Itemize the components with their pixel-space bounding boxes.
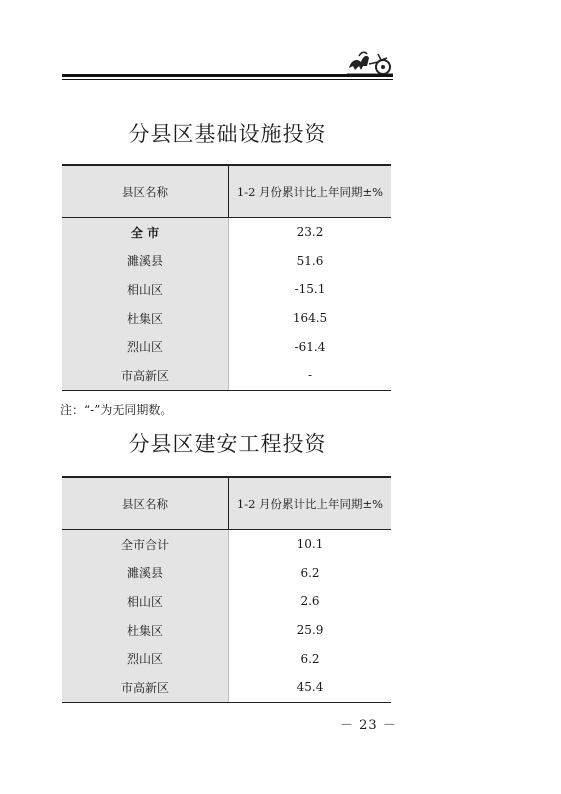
region-value: 10.1 (296, 537, 324, 552)
region-value: - (229, 361, 392, 390)
table2 (62, 476, 391, 703)
table-row (62, 275, 391, 304)
table-row (62, 530, 391, 559)
page-number: － 23 － (340, 718, 397, 733)
region-name: 市高新区 (62, 673, 229, 702)
region-value: -15.1 (294, 282, 326, 297)
region-name: 烈山区 (62, 644, 229, 673)
table-row (62, 644, 391, 673)
region-name: 相山区 (62, 587, 229, 616)
region-value: 6.2 (300, 651, 320, 666)
table-header-row (62, 165, 391, 218)
column-header-change: 1-2 月份累计比上年同期±% (229, 165, 392, 218)
region-value: 164.5 (292, 311, 328, 326)
header-rule-thin (62, 79, 393, 80)
region-name: 杜集区 (62, 616, 229, 645)
region-name: 市高新区 (62, 361, 229, 390)
region-name: 濉溪县 (62, 559, 229, 588)
table1-note: 注：“-”为无同期数。 (60, 403, 173, 417)
region-name: 全 市 (62, 218, 229, 247)
column-header-change: 1-2 月份累计比上年同期±% (229, 477, 392, 530)
region-value: 6.2 (300, 565, 320, 580)
region-value: 25.9 (296, 623, 324, 638)
horse-chariot-icon (345, 46, 395, 76)
table1 (62, 164, 391, 391)
table-row (62, 361, 391, 390)
table2-title: 分县区建安工程投资 (128, 432, 327, 456)
region-name: 相山区 (62, 275, 229, 304)
table-header-row (62, 477, 391, 530)
table-row (62, 218, 391, 247)
table-row (62, 616, 391, 645)
region-name: 濉溪县 (62, 247, 229, 276)
header-rule (62, 74, 393, 77)
region-name: 烈山区 (62, 332, 229, 361)
table-row (62, 304, 391, 333)
table-row (62, 587, 391, 616)
region-value: 45.4 (229, 673, 392, 702)
table1-title: 分县区基础设施投资 (128, 122, 327, 146)
region-value: 2.6 (300, 594, 320, 609)
region-name: 全市合计 (62, 530, 229, 559)
region-value: 23.2 (296, 225, 324, 240)
table-row (62, 559, 391, 588)
table-row (62, 247, 391, 276)
column-header-region: 县区名称 (62, 165, 229, 218)
table-row (62, 332, 391, 361)
table-row (62, 673, 391, 702)
region-name: 杜集区 (62, 304, 229, 333)
column-header-region: 县区名称 (62, 477, 229, 530)
region-value: 51.6 (296, 253, 324, 268)
region-value: -61.4 (294, 339, 326, 354)
